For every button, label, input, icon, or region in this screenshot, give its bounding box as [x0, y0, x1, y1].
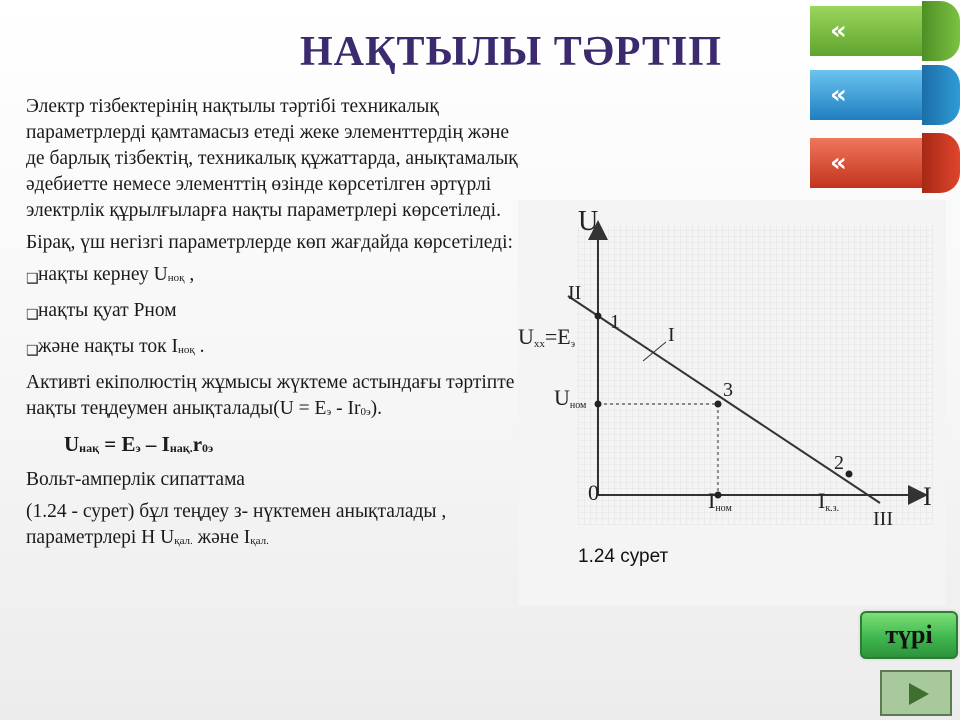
figure-caption: 1.24 сурет [578, 546, 669, 567]
bullet-subscript: ноқ [178, 344, 195, 356]
bullet-text: нақты кернеу U [38, 264, 168, 285]
list-item [26, 298, 526, 328]
y-axis-label: U [578, 206, 599, 237]
paragraph-vac: Вольт-амперлік сипаттама [26, 469, 245, 490]
red-ribbon [770, 138, 960, 188]
i-nom-tick [715, 492, 722, 499]
i-kz-label: Iк.з. [818, 488, 840, 514]
play-icon [909, 683, 929, 705]
point-1-label: 1 [610, 311, 620, 333]
point-3-label: 3 [723, 379, 733, 401]
bullet-tail: , [184, 264, 195, 285]
bullet-tail: . [194, 336, 205, 357]
u-nom-label: Uном [554, 385, 587, 411]
x-axis-label: I [923, 482, 932, 511]
point-1 [595, 313, 602, 320]
double-chevron-left-icon: « [830, 16, 847, 46]
paragraph-intro: Электр тізбектерінің нақтылы тәртібі техникалық параметрлерді қамтамасыз етеді жеке элементтердің және де барлық тізбектің, техникалық құжаттарда, анықтамалық әдебиетте немесе элементтің өзінде көрсетілген әртүрлі электрлік құрылғыларға нақты параметрлері көрсетіледі. [26, 96, 518, 221]
paragraph-figure-ref: (1.24 - сурет) бұл теңдеу з- нүктемен анықталады , параметрлері Н Uқал. және Iқал. [26, 501, 447, 548]
types-button[interactable]: түрі [858, 609, 960, 661]
bullet-subscript: ноқ [167, 272, 185, 284]
double-chevron-left-icon: « [830, 80, 847, 110]
checkbox-bullet-icon: ❑ [26, 271, 39, 287]
blue-ribbon [770, 70, 960, 120]
list-item [26, 262, 526, 292]
paragraph-params: Бірақ, үш негізгі параметрлерде көп жағдайда көрсетіледі: [26, 232, 513, 253]
double-chevron-left-icon: « [830, 148, 847, 178]
page-title: НАҚТЫЛЫ ТӘРТІП [300, 29, 722, 75]
bullet-text: және нақты ток I [38, 336, 179, 357]
volt-ampere-figure [518, 200, 946, 605]
bullet-text: нақты қуат Рном [38, 300, 177, 321]
u-nom-tick [595, 401, 602, 408]
line-label-I: I [668, 324, 675, 346]
grid-background [578, 225, 933, 525]
checkbox-bullet-icon: ❑ [26, 307, 39, 323]
line-label-III: III [873, 508, 893, 530]
paragraph-equation: Активті екіполюстің жұмысы жүктеме астындағы тәртіпте нақты теңдеумен анықталады(U = Eэ - Ir0э). [26, 372, 515, 419]
point-3 [715, 401, 722, 408]
line-label-II: II [568, 282, 582, 304]
origin-label: 0 [588, 480, 599, 505]
next-slide-button[interactable] [880, 670, 952, 716]
slide-body [26, 94, 526, 560]
u-xx-label: Uxx=Eэ [518, 324, 576, 350]
i-nom-label: Iном [708, 488, 732, 514]
formula: Uнақ = Eэ – Iнақ.r0э [64, 432, 214, 456]
figure-svg [518, 200, 946, 605]
green-ribbon [770, 6, 960, 56]
point-2-label: 2 [834, 452, 844, 474]
point-2 [846, 471, 853, 478]
checkbox-bullet-icon: ❑ [26, 343, 39, 359]
decorative-ribbons [770, 0, 960, 210]
list-item [26, 334, 526, 364]
